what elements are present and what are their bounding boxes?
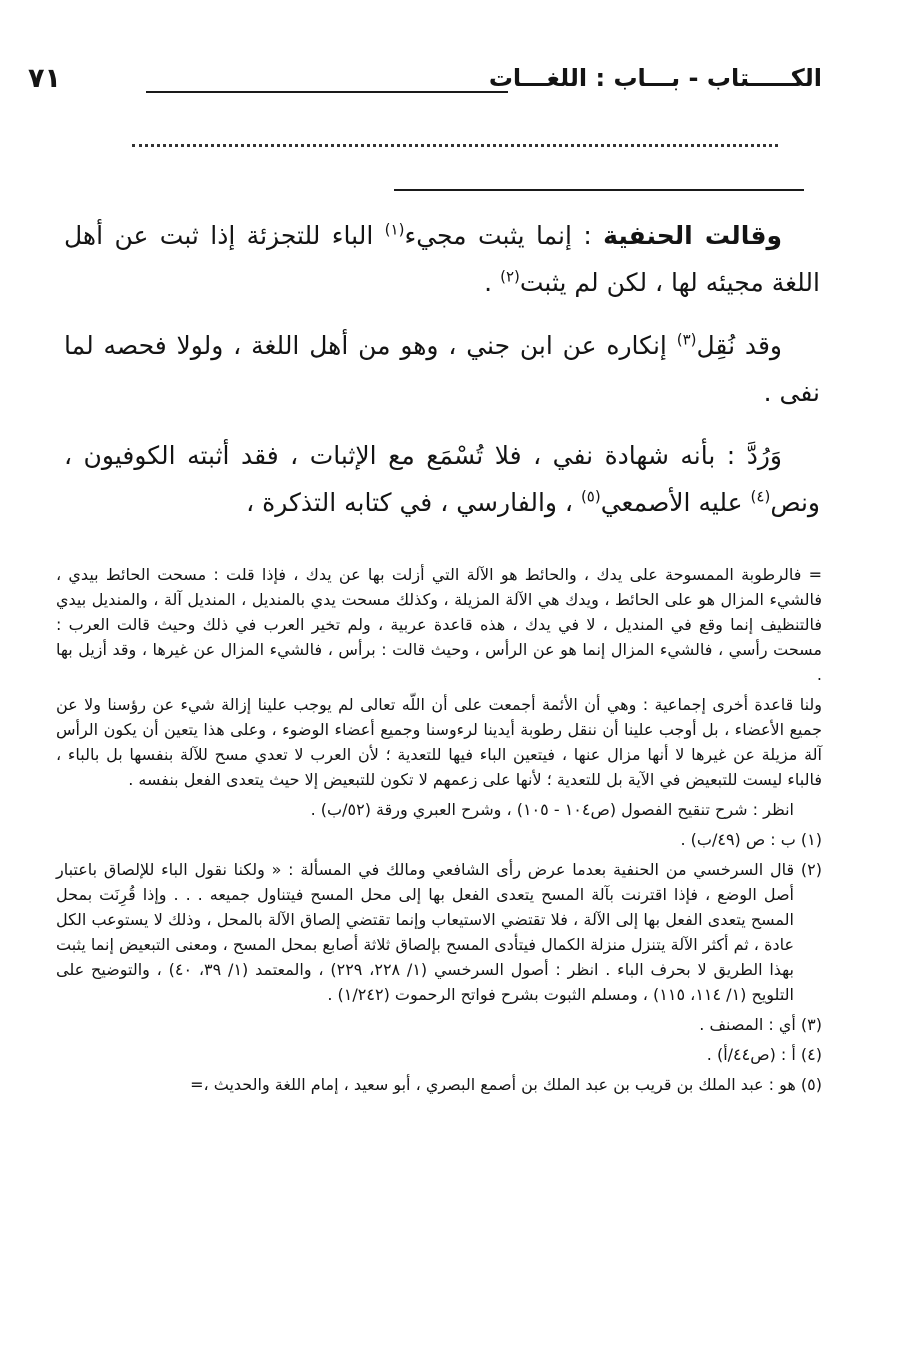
paragraph-rebuttal (64, 432, 820, 526)
paragraph-text: وقد نُقِل (696, 331, 782, 360)
paragraph-ibn-jinni (64, 322, 820, 416)
footnote-ref-3: (٣) (676, 330, 697, 349)
footnote-3: (٣) أي : المصنف . (699, 1015, 822, 1034)
footnotes (56, 562, 822, 1102)
paragraph-text: . (484, 268, 501, 297)
footnote-ref-1: (١) (384, 220, 405, 239)
footnote-4: (٤) أ : (ص٤٤/أ) . (706, 1045, 822, 1064)
paragraph-text: عليه الأصمعي (600, 488, 751, 517)
paragraph-hanafi (64, 212, 820, 306)
header-rule (146, 91, 508, 93)
paragraph-text: وَرُدَّ : بأنه شهادة نفي ، فلا تُسْمَع مع الإثبات ، فقد أثبته الكوفيون ، ونص (64, 441, 820, 517)
paragraph-text: ، والفارسي ، في كتابه التذكرة ، (246, 488, 581, 517)
footnote-1: (١) ب : ص (٤٩/ب) . (680, 830, 822, 849)
paragraph-text: إنكاره عن ابن جني ، وهو من أهل اللغة ، ولولا فحصه لما نفى . (64, 331, 820, 407)
footnote-5: (٥) هو : عبد الملك بن قريب بن عبد الملك بن أصمع البصري ، أبو سعيد ، إمام اللغة والحديث ،= (190, 1075, 822, 1094)
running-title: الكـــــتاب - بـــاب : اللغـــات (488, 64, 822, 92)
section-rule (394, 189, 804, 191)
paragraph-lead: وقالت الحنفية (603, 221, 782, 250)
paragraph-text: الباء للتجزئة إذا ثبت عن أهل اللغة مجيئه لها ، لكن لم يثبت (64, 221, 820, 297)
footnote-rule (64, 556, 820, 557)
paragraph-text: : إنما يثبت مجيء (404, 221, 604, 250)
main-text (64, 212, 820, 542)
footnote-continuation: = فالرطوبة الممسوحة على يدك ، والحائط هو الآلة التي أزلت بها عن يدك ، فإذا قلت : مسحت الحائط بيدي ، فالشيء المزال هو على الحائط ، ويدك هي الآلة المزيلة ، وكذلك مسحت يدي بالمنديل ، المنديل آلة ، والمنديل بيدي فالتنظيف إنما وقع في المنديل ، لا في يدك ، هذه قاعدة عربية ، ولم تخير العرب في ذلك وحيث قالت العرب : مسحت رأسي ، فالشيء المزال إنما هو عن الرأس ، وحيث قالت : برأس ، فالشيء المزال عن غيرها ، وقد أزيل بها . (56, 565, 822, 684)
footnote-ref-4: (٤) (750, 487, 771, 506)
dotted-separator (132, 144, 778, 147)
page-number: ٧١ (28, 63, 61, 94)
footnote-reference: انظر : شرح تنقيح الفصول (ص١٠٤ - ١٠٥) ، وشرح العبري ورقة (٥٢/ب) . (310, 800, 794, 819)
footnote-2: (٢) قال السرخسي من الحنفية بعدما عرض رأى الشافعي ومالك في المسألة : « ولكنا نقول الباء للإلصاق باعتبار أصل الوضع ، فإذا اقترنت بآلة المسح يتعدى الفعل بها إلى محل المسح فيتناول جميعه . . . وإذا قُرِنَت بمحل المسح يتعدى الفعل بها إلى الآلة ، فلا تقتضي الاستيعاب وإنما تقتضي إلصاق الآلة بالمحل ، وذلك لا يستوعب الكل عادة ، ثم أكثر الآلة يتنزل منزلة الكمال فيتأدى المسح بإلصاق ثلاثة أصابع بمحل المسح ، ومعنى التبعيض إنما يثبت بهذا الطريق لا بحرف الباء . انظر : أصول السرخسي (١/ ٢٢٨، ٢٢٩) ، والمعتمد (١/ ٣٩، ٤٠) ، والتوضيح على التلويح (١/ ١١٤، ١١٥) ، ومسلم الثبوت بشرح فواتح الرحموت (١/٢٤٢) . (56, 860, 822, 1004)
footnote-ref-2: (٢) (500, 267, 520, 286)
footnote-continuation: ولنا قاعدة أخرى إجماعية : وهي أن الأئمة أجمعت على أن اللّه تعالى لم يوجب علينا إزالة شيء عن رؤسنا ولا عن جميع الأعضاء ، بل أوجب علينا أن ننقل رطوبة أيدينا لرءوسنا وجميع أعضاء الوضوء ، وعلى هذا يتعين أن يكون الرأس آلة مزيلة عن غيرها لا أنها مزال عنها ، فيتعين الباء فيها للتعدية ؛ لأن العرب لا تعدي مسح للآلة بنفسها بل بالباء ، فالباء ليست للتبعيض في الآية بل للتعدية ؛ لأنها على زعمهم لا تكون للتبعيض إلا حيث يتعدى الفعل بنفسه . (56, 695, 822, 789)
footnote-ref-5: (٥) (580, 487, 601, 506)
